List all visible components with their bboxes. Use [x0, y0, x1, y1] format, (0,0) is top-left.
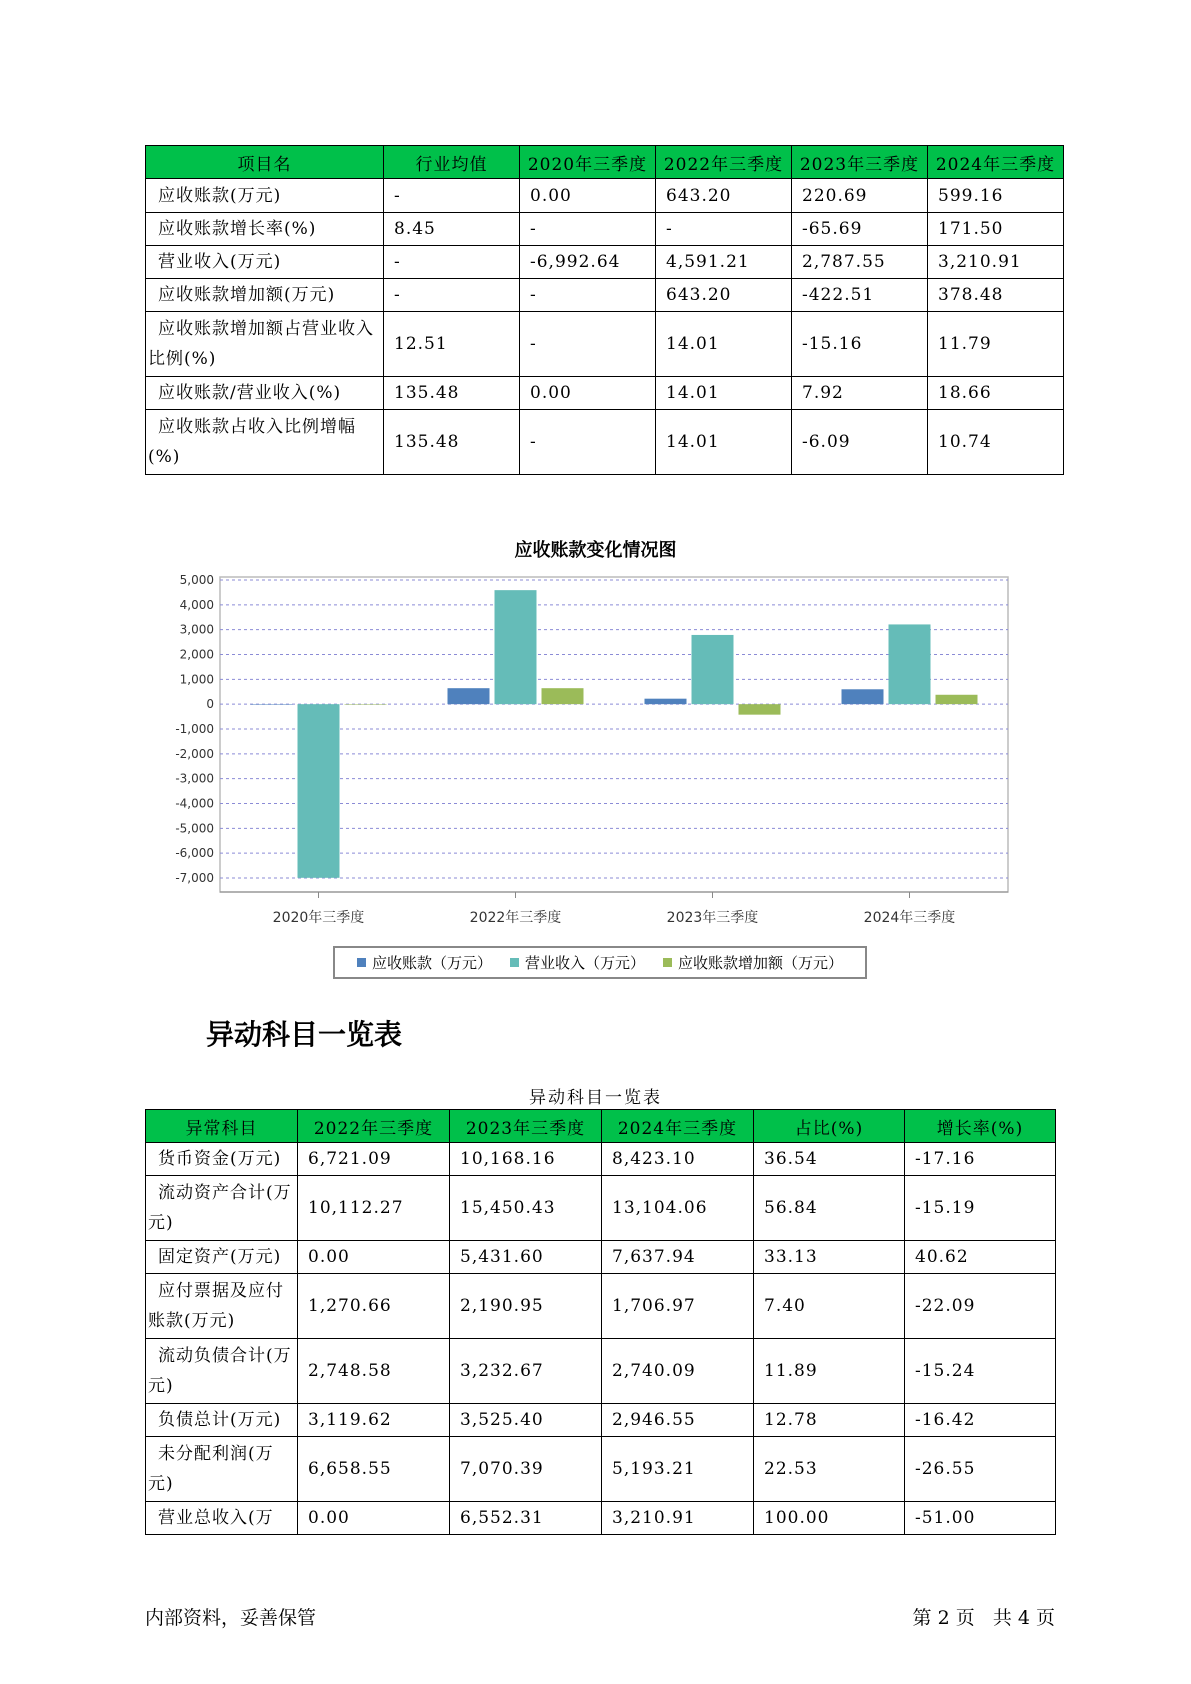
column-header: 2024年三季度 [928, 146, 1064, 179]
table-cell: 1,706.97 [602, 1274, 754, 1339]
table-cell: - [384, 246, 520, 279]
table-cell: 0.00 [298, 1241, 450, 1274]
column-header: 2020年三季度 [520, 146, 656, 179]
bar [889, 624, 931, 704]
table-cell: 2,748.58 [298, 1339, 450, 1404]
table-cell: - [520, 312, 656, 377]
table-cell: -15.16 [792, 312, 928, 377]
table-cell: -22.09 [905, 1274, 1056, 1339]
table-cell: 3,210.91 [928, 246, 1064, 279]
section-heading: 异动科目一览表 [206, 1018, 403, 1051]
table-cell: 4,591.21 [656, 246, 792, 279]
table-cell: -6,992.64 [520, 246, 656, 279]
table-cell: -15.19 [905, 1176, 1056, 1241]
table-cell: 6,721.09 [298, 1143, 450, 1176]
row-label: 营业收入(万元) [146, 246, 384, 279]
column-header: 2024年三季度 [602, 1110, 754, 1143]
table-cell: 599.16 [928, 179, 1064, 213]
table-cell: -6.09 [792, 410, 928, 475]
table-cell: -26.55 [905, 1437, 1056, 1502]
table-cell: 11.79 [928, 312, 1064, 377]
chart-legend [333, 946, 867, 979]
y-tick-label: 5,000 [179, 573, 214, 587]
table-cell: 10,168.16 [450, 1143, 602, 1176]
table-cell: -16.42 [905, 1404, 1056, 1437]
table-cell: -17.16 [905, 1143, 1056, 1176]
bar [645, 699, 687, 704]
column-header: 2022年三季度 [298, 1110, 450, 1143]
table-cell: 7,070.39 [450, 1437, 602, 1502]
y-tick-label: 3,000 [179, 622, 214, 637]
bar [251, 704, 293, 705]
table-cell: 33.13 [754, 1241, 905, 1274]
table-cell: 135.48 [384, 410, 520, 475]
bar [692, 635, 734, 704]
table-cell: 0.00 [520, 179, 656, 213]
column-header: 项目名 [146, 146, 384, 179]
table-cell: 643.20 [656, 179, 792, 213]
table-row [146, 1176, 1056, 1241]
table-cell: 2,787.55 [792, 246, 928, 279]
bar [542, 688, 584, 704]
row-label: 未分配利润(万元) [146, 1437, 298, 1502]
table-cell: -15.24 [905, 1339, 1056, 1404]
y-tick-label: -5,000 [175, 821, 214, 836]
table-cell: 135.48 [384, 377, 520, 410]
table-caption: 异动科目一览表 [529, 1088, 662, 1108]
column-header: 异常科目 [146, 1110, 298, 1143]
table-cell: 8,423.10 [602, 1143, 754, 1176]
y-tick-label: -1,000 [175, 722, 214, 736]
y-tick-label: -6,000 [175, 846, 214, 861]
table-cell: - [520, 410, 656, 475]
legend-label: 营业收入（万元） [524, 954, 645, 972]
table-cell: - [384, 179, 520, 213]
row-label: 负债总计(万元) [146, 1404, 298, 1437]
table-cell: 643.20 [656, 279, 792, 312]
table-cell: 2,190.95 [450, 1274, 602, 1339]
table-cell: -422.51 [792, 279, 928, 312]
table-row [146, 1339, 1056, 1404]
legend-swatch [663, 958, 672, 967]
legend-item [510, 952, 645, 973]
table-cell: 5,431.60 [450, 1241, 602, 1274]
table-row [146, 1241, 1056, 1274]
y-tick-label: 1,000 [179, 672, 214, 687]
legend-swatch [510, 958, 519, 967]
table-cell: 7.40 [754, 1274, 905, 1339]
row-label: 应收账款增长率(%) [146, 213, 384, 246]
y-tick-label: -7,000 [175, 871, 214, 885]
legend-label: 应收账款（万元） [371, 954, 492, 972]
y-tick-label: -2,000 [175, 746, 214, 761]
table-cell: 10,112.27 [298, 1176, 450, 1241]
row-label: 流动负债合计(万元) [146, 1339, 298, 1404]
table-row [146, 1404, 1056, 1437]
y-tick-label: -4,000 [175, 796, 214, 811]
legend-swatch [357, 958, 366, 967]
table-cell: -65.69 [792, 213, 928, 246]
chart-title: 应收账款变化情况图 [514, 540, 677, 561]
table-cell: 2,946.55 [602, 1404, 754, 1437]
table-cell: 378.48 [928, 279, 1064, 312]
x-tick-label: 2024年三季度 [863, 910, 956, 926]
table-cell: 100.00 [754, 1502, 905, 1535]
table-cell: 1,270.66 [298, 1274, 450, 1339]
table-cell: 15,450.43 [450, 1176, 602, 1241]
footer-confidential-note: 内部资料，妥善保管 [145, 1607, 317, 1629]
row-label: 应收账款/营业收入(%) [146, 377, 384, 410]
y-tick-label: 4,000 [179, 597, 214, 612]
table-cell: 2,740.09 [602, 1339, 754, 1404]
table-cell: 7,637.94 [602, 1241, 754, 1274]
footer-page-number: 第 2 页 共 4 页 [912, 1607, 1055, 1629]
table-cell: 12.51 [384, 312, 520, 377]
column-header: 2023年三季度 [450, 1110, 602, 1143]
row-label: 应收账款增加额占营业收入比例(%) [146, 312, 384, 377]
x-tick-label: 2022年三季度 [469, 910, 562, 926]
bar [345, 704, 387, 705]
x-tick-label: 2023年三季度 [666, 910, 759, 926]
column-header: 占比(%) [754, 1110, 905, 1143]
table-cell: 3,232.67 [450, 1339, 602, 1404]
table-cell: 0.00 [298, 1502, 450, 1535]
bar [936, 695, 978, 704]
table-cell: - [656, 213, 792, 246]
legend-label: 应收账款增加额（万元） [678, 954, 844, 972]
table-row [146, 1502, 1056, 1535]
table-cell: 6,552.31 [450, 1502, 602, 1535]
abnormal-items-table [145, 1109, 1056, 1535]
y-tick-label: 2,000 [179, 647, 214, 662]
column-header: 2023年三季度 [792, 146, 928, 179]
table-cell: 220.69 [792, 179, 928, 213]
x-tick-label: 2020年三季度 [272, 910, 365, 926]
table-cell: 6,658.55 [298, 1437, 450, 1502]
row-label: 应收账款增加额(万元) [146, 279, 384, 312]
bar [448, 688, 490, 704]
table-cell: 14.01 [656, 410, 792, 475]
table-cell: 7.92 [792, 377, 928, 410]
table-cell: 171.50 [928, 213, 1064, 246]
table-cell: 56.84 [754, 1176, 905, 1241]
table-cell: 8.45 [384, 213, 520, 246]
table-cell: 22.53 [754, 1437, 905, 1502]
table-cell: 5,193.21 [602, 1437, 754, 1502]
y-tick-label: 0 [206, 697, 214, 712]
row-label: 固定资产(万元) [146, 1241, 298, 1274]
bar [495, 590, 537, 704]
y-tick-label: -3,000 [175, 771, 214, 786]
row-label: 营业总收入(万 [146, 1502, 298, 1535]
table-cell: 3,210.91 [602, 1502, 754, 1535]
table-header-row [146, 1110, 1056, 1143]
column-header: 增长率(%) [905, 1110, 1056, 1143]
table-cell: 10.74 [928, 410, 1064, 475]
legend-item [663, 952, 843, 973]
table-cell: 3,525.40 [450, 1404, 602, 1437]
table-cell: 14.01 [656, 377, 792, 410]
table-cell: 13,104.06 [602, 1176, 754, 1241]
table-cell: - [520, 279, 656, 312]
row-label: 应收账款占收入比例增幅(%) [146, 410, 384, 475]
row-label: 应付票据及应付账款(万元) [146, 1274, 298, 1339]
row-label: 应收账款(万元) [146, 179, 384, 213]
table-cell: 12.78 [754, 1404, 905, 1437]
table-row [146, 1437, 1056, 1502]
table-cell: 14.01 [656, 312, 792, 377]
table-cell: 11.89 [754, 1339, 905, 1404]
legend-item [357, 952, 492, 973]
table-cell: 40.62 [905, 1241, 1056, 1274]
table-cell: -51.00 [905, 1502, 1056, 1535]
bar [298, 704, 340, 878]
bar [842, 689, 884, 704]
row-label: 流动资产合计(万元) [146, 1176, 298, 1241]
row-label: 货币资金(万元) [146, 1143, 298, 1176]
table-cell: 18.66 [928, 377, 1064, 410]
column-header: 行业均值 [384, 146, 520, 179]
table-cell: - [384, 279, 520, 312]
table-cell: 0.00 [520, 377, 656, 410]
column-header: 2022年三季度 [656, 146, 792, 179]
bar [739, 704, 781, 714]
table-row [146, 1274, 1056, 1339]
table-cell: 36.54 [754, 1143, 905, 1176]
table-cell: 3,119.62 [298, 1404, 450, 1437]
table-cell: - [520, 213, 656, 246]
table-row [146, 1143, 1056, 1176]
